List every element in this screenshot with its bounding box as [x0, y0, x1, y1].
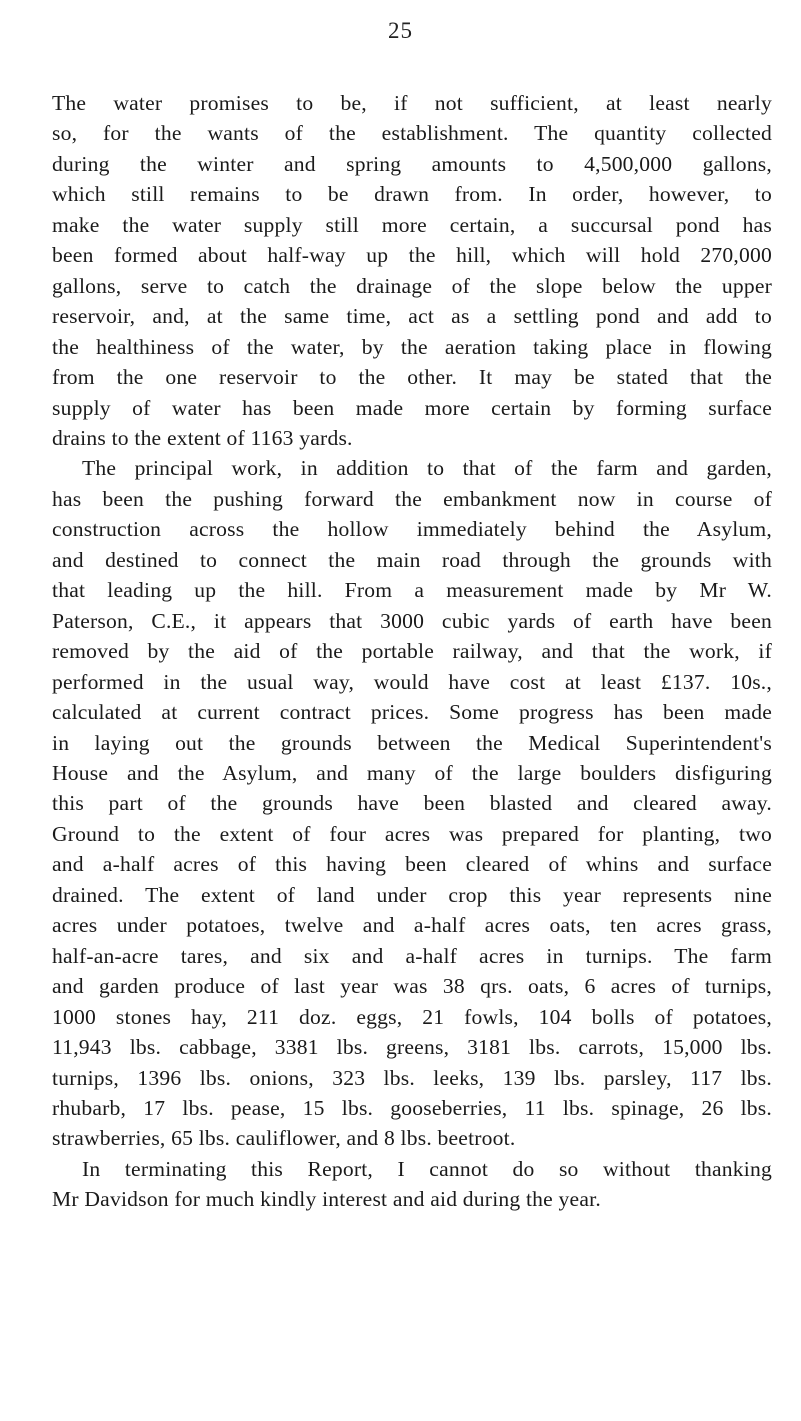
text-line: that leading up the hill. From a measurement made by Mr W.: [52, 578, 772, 603]
text-line: strawberries, 65 lbs. cauliflower, and 8 lbs. beetroot.: [52, 1126, 516, 1151]
paragraph: [52, 1154, 772, 1215]
text-line: In terminating this Report, I cannot do so without thanking: [82, 1156, 772, 1181]
text-line: from the one reservoir to the other. It may be stated that the: [52, 365, 772, 390]
text-line: Ground to the extent of four acres was prepared for planting, two: [52, 821, 772, 846]
text-line: removed by the aid of the portable railway, and that the work, if: [52, 639, 772, 664]
text-line: this part of the grounds have been blasted and cleared away.: [52, 791, 772, 816]
text-line: in laying out the grounds between the Medical Superintendent's: [52, 730, 772, 755]
text-line: during the winter and spring amounts to 4,500,000 gallons,: [52, 151, 772, 176]
text-line: has been the pushing forward the embankment now in course of: [52, 486, 772, 511]
text-line: Mr Davidson for much kindly interest and aid during the year.: [52, 1187, 601, 1212]
text-line: been formed about half-way up the hill, which will hold 270,000: [52, 243, 772, 268]
text-line: construction across the hollow immediately behind the Asylum,: [52, 517, 772, 542]
text-line: which still remains to be drawn from. In order, however, to: [52, 182, 772, 207]
text-line: calculated at current contract prices. Some progress has been made: [52, 700, 772, 725]
text-line: half-an-acre tares, and six and a-half acres in turnips. The farm: [52, 943, 772, 968]
text-line: supply of water has been made more certain by forming surface: [52, 395, 772, 420]
text-line: The principal work, in addition to that of the farm and garden,: [82, 456, 772, 481]
text-line: drains to the extent of 1163 yards.: [52, 425, 353, 450]
text-line: House and the Asylum, and many of the large boulders disfiguring: [52, 760, 772, 785]
text-line: acres under potatoes, twelve and a-half acres oats, ten acres grass,: [52, 913, 772, 938]
text-line: make the water supply still more certain, a succursal pond has: [52, 212, 772, 237]
paragraph: [52, 453, 772, 1153]
text-line: and a-half acres of this having been cleared of whins and surface: [52, 852, 772, 877]
text-line: performed in the usual way, would have cost at least £137. 10s.,: [52, 669, 772, 694]
text-line: reservoir, and, at the same time, act as a settling pond and add to: [52, 304, 772, 329]
text-line: Paterson, C.E., it appears that 3000 cubic yards of earth have been: [52, 608, 772, 633]
text-line: drained. The extent of land under crop this year represents nine: [52, 882, 772, 907]
paragraph: [52, 88, 772, 453]
text-line: the healthiness of the water, by the aeration taking place in flowing: [52, 334, 772, 359]
text-line: and destined to connect the main road through the grounds with: [52, 547, 772, 572]
report-body: [52, 88, 772, 1215]
text-line: rhubarb, 17 lbs. pease, 15 lbs. gooseberries, 11 lbs. spinage, 26 lbs.: [52, 1095, 772, 1120]
text-line: so, for the wants of the establishment. The quantity collected: [52, 121, 772, 146]
text-line: 11,943 lbs. cabbage, 3381 lbs. greens, 3181 lbs. carrots, 15,000 lbs.: [52, 1035, 772, 1060]
text-line: and garden produce of last year was 38 qrs. oats, 6 acres of turnips,: [52, 974, 772, 999]
text-line: turnips, 1396 lbs. onions, 323 lbs. leeks, 139 lbs. parsley, 117 lbs.: [52, 1065, 772, 1090]
page-number: 25: [388, 18, 413, 43]
text-line: 1000 stones hay, 211 doz. eggs, 21 fowls, 104 bolls of potatoes,: [52, 1004, 772, 1029]
text-line: gallons, serve to catch the drainage of the slope below the upper: [52, 273, 772, 298]
text-line: The water promises to be, if not sufficient, at least nearly: [52, 91, 772, 115]
